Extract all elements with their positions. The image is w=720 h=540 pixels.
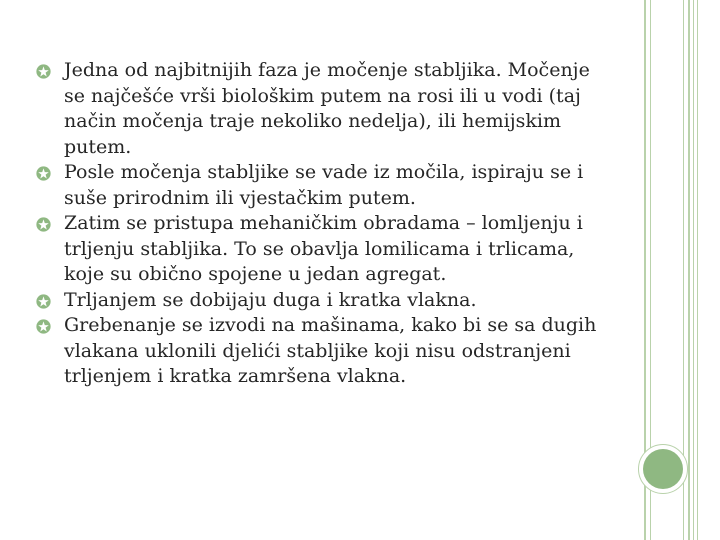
bullet-item	[36, 58, 616, 160]
bullet-item	[36, 313, 616, 390]
decorative-line	[697, 0, 698, 540]
decorative-circle	[643, 449, 683, 489]
bullet-text: Trljanjem se dobijaju duga i kratka vlakna.	[64, 288, 477, 311]
star-in-circle-icon	[36, 319, 51, 334]
bullet-item	[36, 211, 616, 288]
decorative-line	[688, 0, 690, 540]
bullet-list	[36, 58, 616, 390]
star-in-circle-icon	[36, 217, 51, 232]
star-in-circle-icon	[36, 166, 51, 181]
bullet-text: Zatim se pristupa mehaničkim obradama – lomljenju i trljenju stabljika. To se obavlja lomilicama i trlicama, koje su obično spojene u jedan agregat.	[64, 212, 583, 285]
star-in-circle-icon	[36, 64, 51, 79]
star-in-circle-icon	[36, 294, 51, 309]
bullet-text: Grebenanje se izvodi na mašinama, kako bi se sa dugih vlakana uklonili djelići stabljike koji nisu odstranjeni trljenjem i kratka zamršena vlakna.	[64, 314, 597, 387]
bullet-text: Posle močenja stabljike se vade iz močila, ispiraju se i suše prirodnim ili vjestačkim putem.	[64, 161, 584, 209]
bullet-text: Jedna od najbitnijih faza je močenje stabljika. Močenje se najčešće vrši biološkim putem na rosi ili u vodi (taj način močenja traje nekoliko nedelja), ili hemijskim putem.	[64, 59, 590, 158]
bullet-item	[36, 160, 616, 211]
bullet-item	[36, 288, 616, 314]
decorative-line	[693, 0, 694, 540]
